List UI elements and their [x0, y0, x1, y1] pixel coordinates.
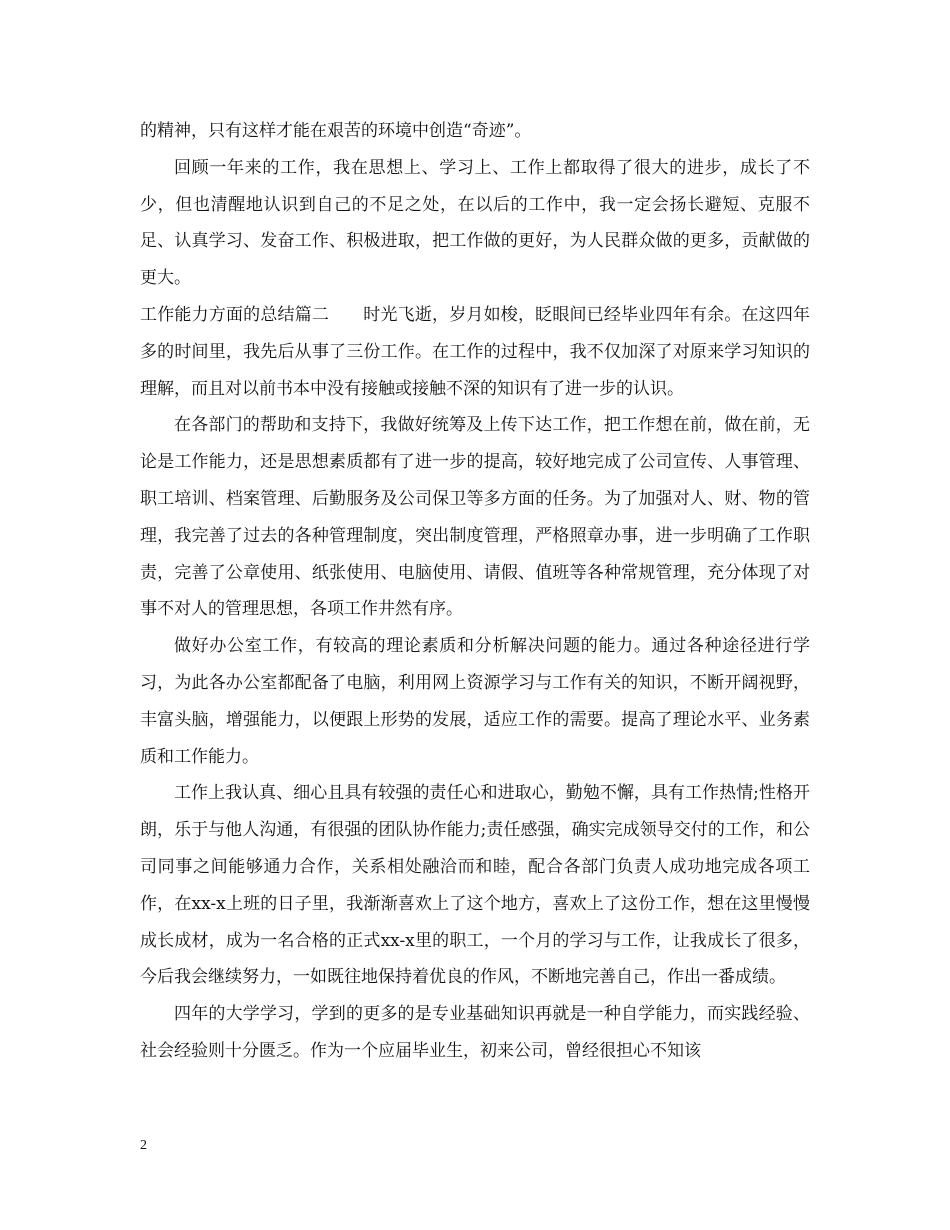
document-body [140, 113, 810, 1070]
paragraph-office-work: 做好办公室工作，有较高的理论素质和分析解决问题的能力。通过各种途径进行学习，为此各办公室都配备了电脑，利用网上资源学习与工作有关的知识，不断开阔视野，丰富头脑，增强能力，以便跟上形势的发展，适应工作的需要。提高了理论水平、业务素质和工作能力。 [140, 636, 810, 767]
section-intro [140, 297, 810, 407]
paragraph-departments: 在各部门的帮助和支持下，我做好统筹及上传下达工作，把工作想在前，做在前，无论是工作能力，还是思想素质都有了进一步的提高，较好地完成了公司宣传、人事管理、职工培训、档案管理、后勤服务及公司保卫等多方面的任务。为了加强对人、财、物的管理，我完善了过去的各种管理制度，突出制度管理，严格照章办事，进一步明确了工作职责，完善了公章使用、纸张使用、电脑使用、请假、值班等各种常规管理，充分体现了对事不对人的管理思想，各项工作井然有序。 [140, 415, 810, 620]
page-number: 2 [140, 1138, 147, 1153]
section-first-paragraph: 时光飞逝，岁月如梭，眨眼间已经毕业四年有余。在这四年多的时间里，我先后从事了三份工作。在工作的过程中，我不仅加深了对原来学习知识的理解，而且对以前书本中没有接触或接触不深的知识有了进一步的认识。 [140, 304, 811, 399]
paragraph-work-attitude: 工作上我认真、细心且具有较强的责任心和进取心，勤勉不懈，具有工作热情;性格开朗，乐于与他人沟通，有很强的团队协作能力;责任感强，确实完成领导交付的工作，和公司同事之间能够通力合作，关系相处融洽而和睦，配合各部门负责人成功地完成各项工作，在xx-x上班的日子里，我渐渐喜欢上了这个地方，喜欢上了这份工作，想在这里慢慢成长成材，成为一名合格的正式xx-x里的职工，一个月的学习与工作，让我成长了很多，今后我会继续努力，一如既往地保持着优良的作风，不断地完善自己，作出一番成绩。 [140, 783, 810, 988]
paragraph-continuation: 的精神，只有这样才能在艰苦的环境中创造“奇迹”。 [140, 121, 532, 141]
paragraph-review: 回顾一年来的工作，我在思想上、学习上、工作上都取得了很大的进步，成长了不少，但也清醒地认识到自己的不足之处，在以后的工作中，我一定会扬长避短、克服不足、认真学习、发奋工作、积极进取，把工作做的更好，为人民群众做的更多，贡献做的更大。 [140, 157, 810, 289]
section-heading: 工作能力方面的总结篇二 [140, 304, 330, 325]
paragraph-university: 四年的大学学习，学到的更多的是专业基础知识再就是一种自学能力，而实践经验、社会经验则十分匮乏。作为一个应届毕业生，初来公司，曾经很担心不知该 [140, 1004, 810, 1061]
